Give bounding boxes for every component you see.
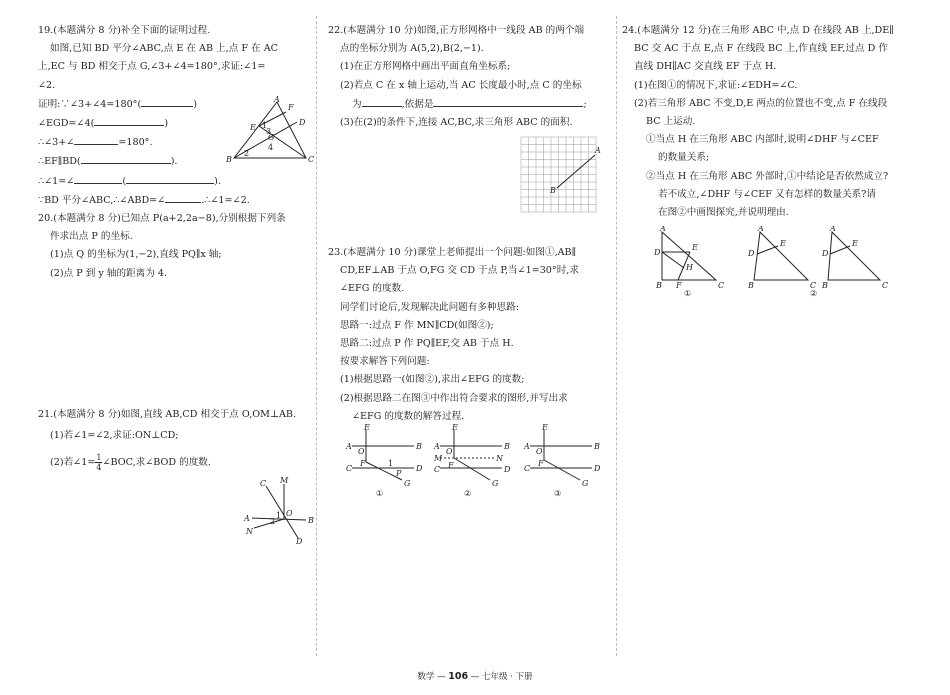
q24-line: (2)若三角形 ABC 不变,D,E 两点的位置也不变,点 F 在线段 [634, 97, 888, 109]
q23-line: 思路一:过点 F 作 MN∥CD(如图②); [340, 319, 494, 331]
q21-line: (2)若∠1= $\frac{1}{4}$ ∠BOC,求∠BOD 的度数. [50, 453, 211, 473]
fig19-angle-1: 1 [262, 121, 268, 130]
fill-blank[interactable] [74, 133, 118, 145]
q22-line: 22.(本题满分 10 分)如图,正方形网格中一线段 AB 的两个端 [328, 25, 585, 36]
q23-line: CD,EF⊥AB 于点 O,FG 交 CD 于点 P,当∠1=30°时,求 [340, 265, 579, 277]
svg-text:C: C [524, 464, 531, 473]
column-2-q23 [328, 244, 610, 426]
q24-line: 若不成立,∠DHF 与∠CEF 又有怎样的数量关系?请 [658, 188, 876, 200]
svg-text:A: A [524, 442, 530, 451]
q19-proof-line: 证明:∵∠3+∠4=180°( ) [38, 95, 310, 114]
svg-text:G: G [404, 479, 411, 488]
svg-text:B: B [504, 442, 510, 451]
fig23-diagram-3 [523, 424, 601, 498]
fill-blank[interactable] [74, 172, 122, 184]
svg-text:C: C [434, 465, 441, 474]
q19-proof-line: ∴∠3+∠ =180°. [38, 133, 310, 152]
fig23-diagram-1 [345, 424, 423, 498]
fill-blank[interactable] [94, 114, 164, 126]
footer-grade: 七年级 · 下册 [482, 672, 533, 682]
svg-text:E: E [780, 239, 786, 248]
q19-line: 如图,已知 BD 平分∠ABC,点 E 在 AB 上,点 F 在 AC [50, 43, 278, 55]
svg-text:H: H [686, 263, 693, 272]
svg-text:B: B [594, 442, 600, 451]
fig21-label-B: B [308, 516, 314, 525]
svg-text:O: O [536, 447, 543, 456]
fill-blank[interactable] [141, 95, 193, 107]
fig22-label-B: B [550, 186, 556, 195]
fig21-label-D: D [296, 537, 303, 546]
q24-line: 24.(本题满分 12 分)在三角形 ABC 中,点 D 在线段 AB 上,DE∥ [622, 25, 894, 36]
svg-text:F: F [538, 459, 544, 468]
q20-line: 20.(本题满分 8 分)已知点 P(a+2,2a−8),分别根据下列条 [38, 213, 286, 225]
footer-subject: 数学 [417, 672, 435, 682]
q22-line: (3)在(2)的条件下,连接 AC,BC,求三角形 ABC 的面积. [340, 117, 573, 129]
svg-text:P: P [396, 469, 402, 478]
svg-text:B: B [748, 281, 754, 290]
svg-text:A: A [660, 226, 666, 233]
q24-line: ②当点 H 在三角形 ABC 外部时,①中结论是否依然成立? [646, 170, 889, 182]
page-footer: 数学 — 106 — 七年级 · 下册 [417, 671, 533, 682]
fig19-angle-3: 3 [266, 127, 272, 136]
fig21-angle-1: 1 [276, 511, 282, 520]
fig21-angle-2: 2 [270, 517, 276, 526]
q22-line: 为 ,依据是 ; [328, 95, 610, 114]
svg-text:F: F [448, 461, 454, 470]
svg-text:N: N [496, 454, 503, 463]
fig23-diagram-2 [433, 424, 511, 498]
fig24-diagram-1 [653, 226, 724, 298]
fig19-angle-2: 2 [244, 149, 250, 158]
q23-line: ∠EFG 的度数的解答过程. [352, 410, 465, 422]
fig19-label-G: G [268, 133, 275, 142]
svg-text:A: A [758, 226, 764, 233]
q22-line: (1)在正方形网格中画出平面直角坐标系; [340, 61, 511, 73]
fig21-label-C: C [260, 479, 267, 488]
page-number: 106 [448, 671, 469, 682]
svg-text:O: O [446, 447, 453, 456]
q19-proof-line: ∵BD 平分∠ABC,∴∠ABD=∠ .∴∠1=∠2. [38, 191, 310, 210]
figure-23 [344, 424, 606, 500]
svg-text:E: E [692, 243, 698, 252]
svg-text:C: C [810, 281, 817, 290]
q23-line: 同学们讨论后,发现解决此问题有多种思路: [340, 301, 519, 313]
q19-proof-line: ∠EGD=∠4( ) [38, 114, 310, 133]
svg-text:F: F [676, 281, 682, 290]
fig24-caption-2: ② [810, 289, 818, 298]
fig21-label-O: O [286, 509, 293, 518]
fig21-label-A: A [244, 514, 250, 523]
fig24-diagram-2 [747, 226, 817, 298]
svg-text:D: D [594, 464, 601, 473]
svg-text:C: C [346, 464, 353, 473]
svg-text:G: G [492, 479, 499, 488]
svg-text:G: G [582, 479, 589, 488]
q19-line: 上,EC 与 BD 相交于点 G,∠3+∠4=180°,求证:∠1= [38, 61, 266, 73]
q24-line: 在图②中画图探究,并说明理由. [658, 207, 789, 219]
fig23-caption-2: ② [464, 489, 472, 498]
fig19-label-F: F [288, 103, 294, 112]
svg-text:E: E [364, 424, 370, 432]
column-3 [622, 22, 912, 222]
q23-line: 按要求解答下列问题: [340, 356, 430, 368]
fig22-label-A: A [595, 146, 601, 155]
fig19-label-A: A [274, 96, 280, 104]
svg-text:C: C [882, 281, 889, 290]
fraction: $\frac{1}{4}$ [96, 453, 102, 473]
svg-text:A: A [434, 442, 440, 451]
svg-text:M: M [434, 454, 443, 463]
q23-line: (2)根据思路二在图③中作出符合要求的图形,并写出求 [340, 392, 568, 404]
svg-text:E: E [452, 424, 458, 432]
q24-line: ①当点 H 在三角形 ABC 内部时,说明∠DHF 与∠CEF [646, 134, 879, 146]
fill-blank[interactable] [126, 172, 214, 184]
fig23-caption-3: ③ [554, 489, 562, 498]
svg-text:D: D [748, 249, 755, 258]
svg-text:A: A [830, 226, 836, 233]
figure-21 [240, 476, 320, 546]
svg-text:D: D [654, 248, 661, 257]
q23-line: 23.(本题满分 10 分)课堂上老师提出一个问题:如图①,AB∥ [328, 247, 577, 258]
svg-text:C: C [718, 281, 725, 290]
column-2 [328, 22, 610, 132]
svg-text:O: O [358, 447, 365, 456]
figure-22-grid [520, 136, 604, 218]
q21-line: 21.(本题满分 8 分)如图,直线 AB,CD 相交于点 O,OM⊥AB. [38, 409, 297, 420]
fig19-label-B: B [226, 155, 232, 164]
fill-blank[interactable] [165, 191, 201, 203]
fig19-label-E: E [250, 123, 256, 132]
q23-line: ∠EFG 的度数. [340, 283, 405, 295]
q19-line: ∠2. [38, 79, 56, 91]
figure-19 [224, 96, 314, 166]
svg-text:A: A [346, 442, 352, 451]
fig21-label-N: N [246, 527, 253, 536]
fig21-label-M: M [280, 476, 289, 485]
q23-line: (1)根据思路一(如图②),求出∠EFG 的度数; [340, 374, 525, 386]
svg-text:E: E [852, 239, 858, 248]
svg-text:1: 1 [388, 459, 394, 468]
fig24-caption-1: ① [684, 289, 692, 298]
column-divider-1 [316, 16, 317, 656]
q20-line: 件求出点 P 的坐标. [50, 231, 133, 243]
q19-line: 19.(本题满分 8 分)补全下面的证明过程. [38, 25, 211, 36]
grid-lines [521, 137, 596, 212]
fill-blank[interactable] [433, 95, 583, 107]
column-1-q21 [38, 406, 310, 473]
q22-line: 点的坐标分别为 A(5,2),B(2,−1). [340, 43, 484, 55]
fig19-angle-4: 4 [268, 143, 274, 152]
q24-line: 直线 DH∥AC 交直线 EF 于点 H. [634, 61, 777, 73]
fig24-diagram-3 [821, 226, 888, 290]
q24-line: (1)在图①的情况下,求证:∠EDH=∠C. [634, 79, 798, 91]
q24-line: BC 上运动. [646, 116, 696, 128]
fill-blank[interactable] [362, 95, 402, 107]
q22-line: (2)若点 C 在 x 轴上运动,当 AC 长度最小时,点 C 的坐标 [340, 79, 582, 91]
svg-text:F: F [360, 459, 366, 468]
q24-line: 的数量关系; [658, 152, 710, 164]
svg-text:B: B [656, 281, 662, 290]
q19-proof-line: ∴EF∥BD( ). [38, 152, 310, 171]
svg-text:B: B [822, 281, 828, 290]
fill-blank[interactable] [81, 152, 171, 164]
q24-line: BC 交 AC 于点 E,点 F 在线段 BC 上,作直线 EF,过点 D 作 [634, 43, 888, 55]
figure-24 [650, 226, 900, 298]
q23-line: 思路二:过点 P 作 PQ∥EF,交 AB 于点 H. [340, 338, 514, 350]
q20-line: (1)点 Q 的坐标为(1,−2),直线 PQ∥x 轴; [50, 249, 222, 261]
column-divider-2 [616, 16, 617, 656]
svg-text:D: D [416, 464, 423, 473]
q20-line: (2)点 P 到 y 轴的距离为 4. [50, 267, 168, 279]
fig23-caption-1: ① [376, 489, 384, 498]
svg-text:B: B [416, 442, 422, 451]
q19-proof-line: ∴∠1=∠ ( ). [38, 172, 310, 191]
svg-text:E: E [542, 424, 548, 432]
svg-text:D: D [504, 465, 511, 474]
fig19-label-C: C [308, 155, 314, 164]
q21-line: (1)若∠1=∠2,求证:ON⊥CD; [50, 430, 179, 442]
svg-text:D: D [822, 249, 829, 258]
fig19-label-D: D [299, 118, 306, 127]
